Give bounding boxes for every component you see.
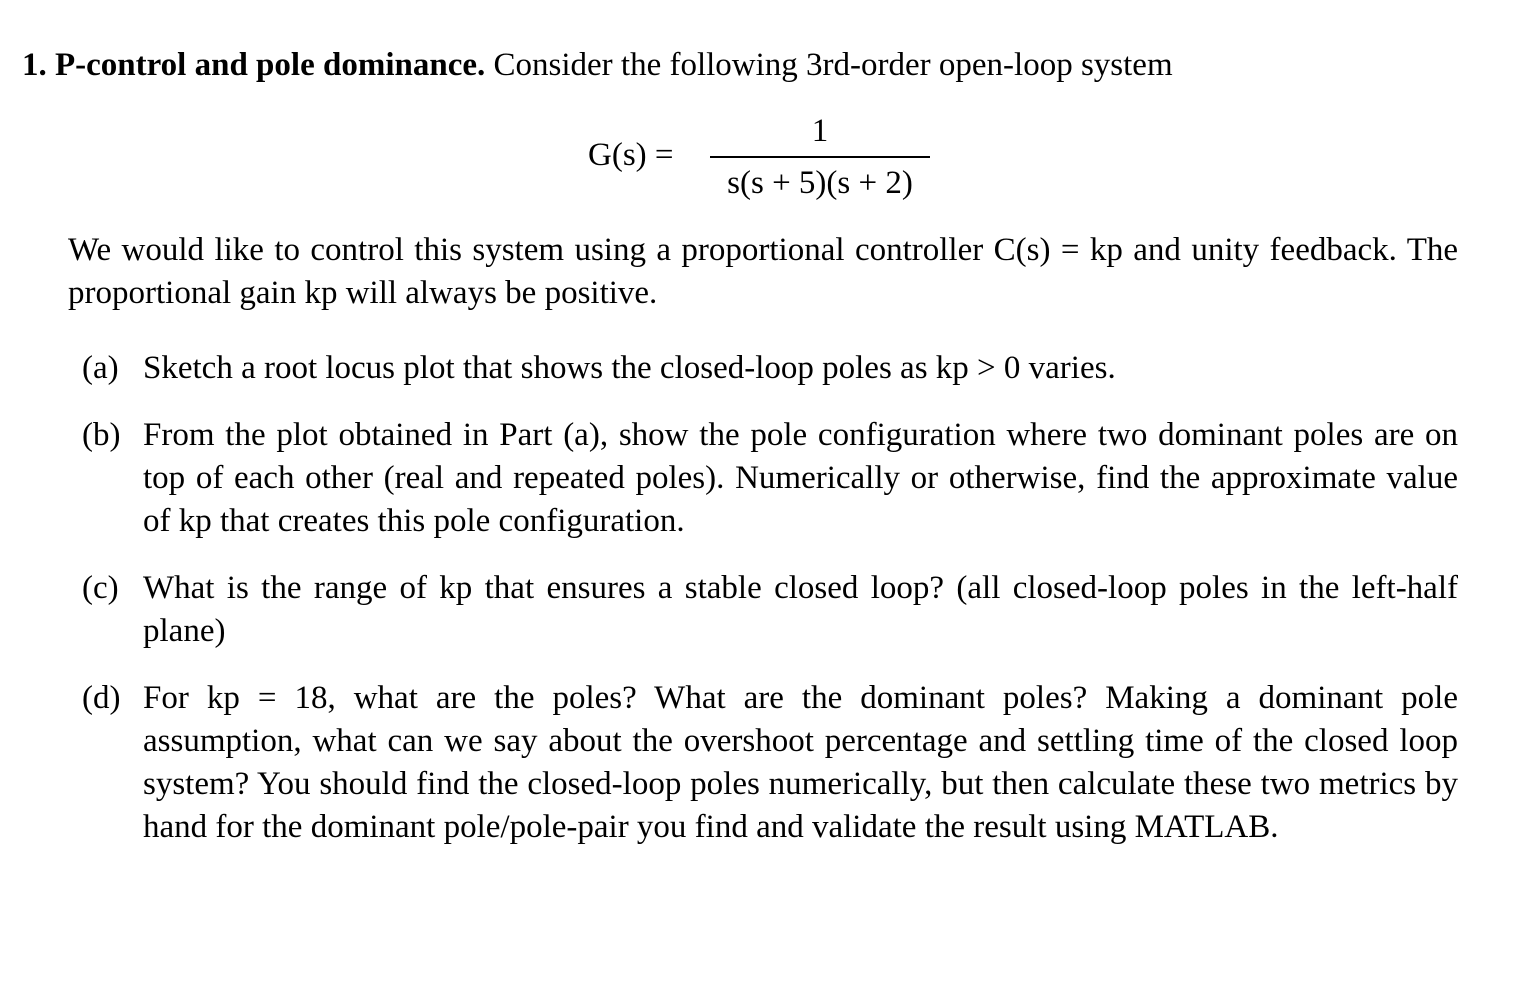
problem-heading [22, 44, 1173, 87]
transfer-function-equation [588, 110, 948, 210]
problem-parts-list [68, 347, 1458, 849]
equation-denominator: s(s + 5)(s + 2) [727, 164, 913, 201]
part-a [68, 347, 1458, 390]
part-label: (c) [82, 570, 119, 606]
part-text: Sketch a root locus plot that shows the closed-loop poles as kp > 0 varies. [143, 350, 1116, 386]
equation-fraction [710, 110, 930, 205]
equation-numerator: 1 [811, 113, 829, 149]
problem-description: We would like to control this system using a proportional controller C(s) = kp and unity feedback. The proportional gain kp will always be positive. [68, 232, 1458, 311]
part-b [68, 414, 1458, 543]
fraction-bar [710, 156, 930, 158]
problem-number: 1. [22, 47, 47, 83]
part-text: From the plot obtained in Part (a), show the pole configuration where two dominant poles are on top of each other (real and repeated poles). Numerically or otherwise, find the approximate value of kp that creates this pole configuration. [143, 417, 1458, 539]
part-label: (d) [82, 680, 121, 716]
part-label: (b) [82, 417, 121, 453]
part-text: For kp = 18, what are the poles? What are the dominant poles? Making a dominant pole assumption, what can we say about the overshoot percentage and settling time of the closed loop system? You should find the closed-loop poles numerically, but then calculate these two metrics by hand for the dominant pole/pole-pair you find and validate the result using MATLAB. [143, 680, 1458, 845]
problem-title: P-control and pole dominance. [55, 47, 486, 83]
part-c [68, 567, 1458, 653]
equation-lhs: G(s) = [588, 137, 674, 173]
problem-intro: Consider the following 3rd-order open-loop system [493, 47, 1173, 83]
part-label: (a) [82, 350, 119, 386]
part-text: What is the range of kp that ensures a stable closed loop? (all closed-loop poles in the left-half plane) [143, 570, 1458, 649]
part-d [68, 677, 1458, 849]
